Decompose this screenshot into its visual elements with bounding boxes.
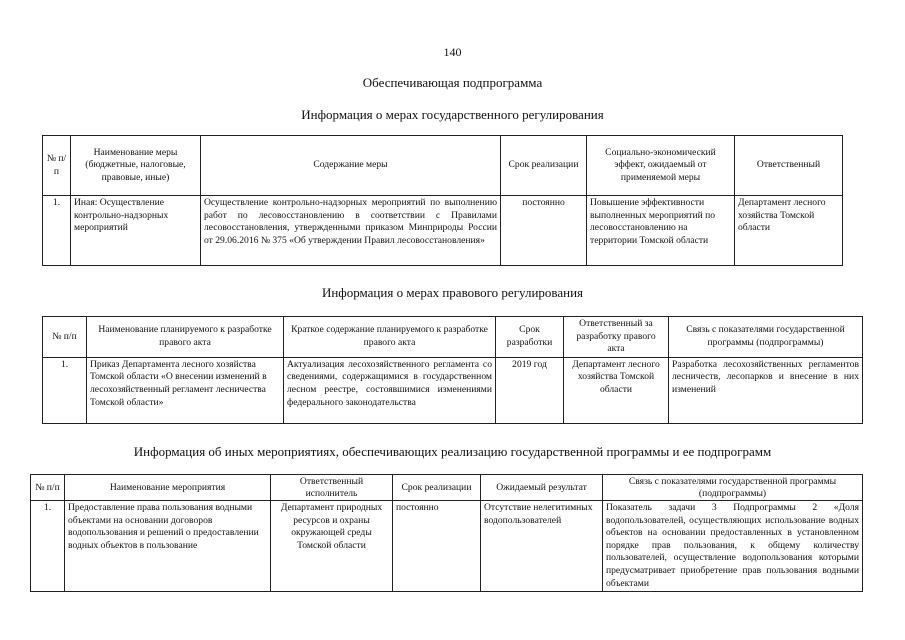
page-number: 140 [443, 45, 462, 59]
cell-number: 1. [31, 501, 65, 592]
state-regulation-heading: Информация о мерах государственного регулирования [301, 107, 604, 122]
col-responsible: Ответственный [735, 136, 843, 196]
state-regulation-table [42, 135, 843, 266]
col-indicator-link: Связь с показателями государственной программы (подпрограммы) [603, 475, 863, 501]
cell-expected-result: Отсутствие нелегитимных водопользователей [481, 501, 603, 592]
col-act-name: Наименование планируемого к разработке правого акта [87, 317, 284, 358]
col-term: Срок реализации [393, 475, 481, 501]
col-activity-name: Наименование мероприятия [65, 475, 271, 501]
cell-term: постоянно [393, 501, 481, 592]
cell-number: 1. [43, 196, 71, 266]
col-number: № п/п [43, 136, 71, 196]
cell-act-name: Приказ Департамента лесного хозяйства Томской области «О внесении изменений в лесохозяйственный регламент лесничества Томской области» [87, 357, 284, 423]
col-measure-name: Наименование меры (бюджетные, налоговые, правовые, иные) [71, 136, 201, 196]
cell-development-term: 2019 год [496, 357, 564, 423]
table-row [31, 501, 863, 592]
col-number: № п/п [31, 475, 65, 501]
cell-measure-name: Иная: Осуществление контрольно-надзорных мероприятий [71, 196, 201, 266]
cell-responsible: Департамент лесного хозяйства Томской области [735, 196, 843, 266]
cell-act-summary: Актуализация лесохозяйственного регламента со сведениями, содержащимися в государственном лесном реестре, состоявшимися изменениями федерального законодательства [284, 357, 496, 423]
table-header-row [43, 317, 863, 358]
cell-term: постоянно [501, 196, 587, 266]
cell-act-responsible: Департамент лесного хозяйства Томской области [564, 357, 669, 423]
col-act-responsible: Ответственный за разработку правого акта [564, 317, 669, 358]
cell-indicator-link: Разработка лесохозяйственных регламентов лесничеств, лесопарков и внесение в них изменений [669, 357, 863, 423]
cell-measure-content: Осуществление контрольно-надзорных мероприятий по выполнению работ по лесовосстановлению в соответствии с Правилами лесовосстановления, утвержденными приказом Минприроды России от 29.06.2016 № 375 «Об утверждении Правил лесовосстановления» [201, 196, 501, 266]
table-header-row [43, 136, 843, 196]
col-effect: Социально-экономический эффект, ожидаемый от применяемой меры [587, 136, 735, 196]
other-measures-table [30, 474, 863, 592]
col-measure-content: Содержание меры [201, 136, 501, 196]
legal-regulation-heading: Информация о мерах правового регулирования [321, 285, 584, 300]
col-term: Срок реализации [501, 136, 587, 196]
col-number: № п/п [43, 317, 87, 358]
other-measures-heading: Информация об иных мероприятиях, обеспечивающих реализацию государственной программы и ее подпрограмм [133, 444, 772, 459]
col-development-term: Срок разработки [496, 317, 564, 358]
legal-regulation-table [42, 316, 863, 424]
cell-activity-name: Предоставление права пользования водными объектами на основании договоров водопользования и решений о предоставлении водных объектов в пользование [65, 501, 271, 592]
subprogram-title: Обеспечивающая подпрограмма [362, 75, 543, 90]
col-indicator-link: Связь с показателями государственной программы (подпрограммы) [669, 317, 863, 358]
col-expected-result: Ожидаемый результат [481, 475, 603, 501]
table-row [43, 357, 863, 423]
table-row [43, 196, 843, 266]
table-header-row [31, 475, 863, 501]
col-act-summary: Краткое содержание планируемого к разработке правого акта [284, 317, 496, 358]
col-executor: Ответственный исполнитель [271, 475, 393, 501]
cell-indicator-link: Показатель задачи 3 Подпрограммы 2 «Доля водопользователей, осуществляющих использование водных объектов на основании предоставленных в установленном порядке прав пользования, к общему количеству пользователей, осуществление водопользования которыми предусматривает приобретение прав пользования водными объектами [603, 501, 863, 592]
cell-effect: Повышение эффективности выполненных мероприятий по лесовосстановлению на территории Томской области [587, 196, 735, 266]
cell-number: 1. [43, 357, 87, 423]
cell-executor: Департамент природных ресурсов и охраны окружающей среды Томской области [271, 501, 393, 592]
